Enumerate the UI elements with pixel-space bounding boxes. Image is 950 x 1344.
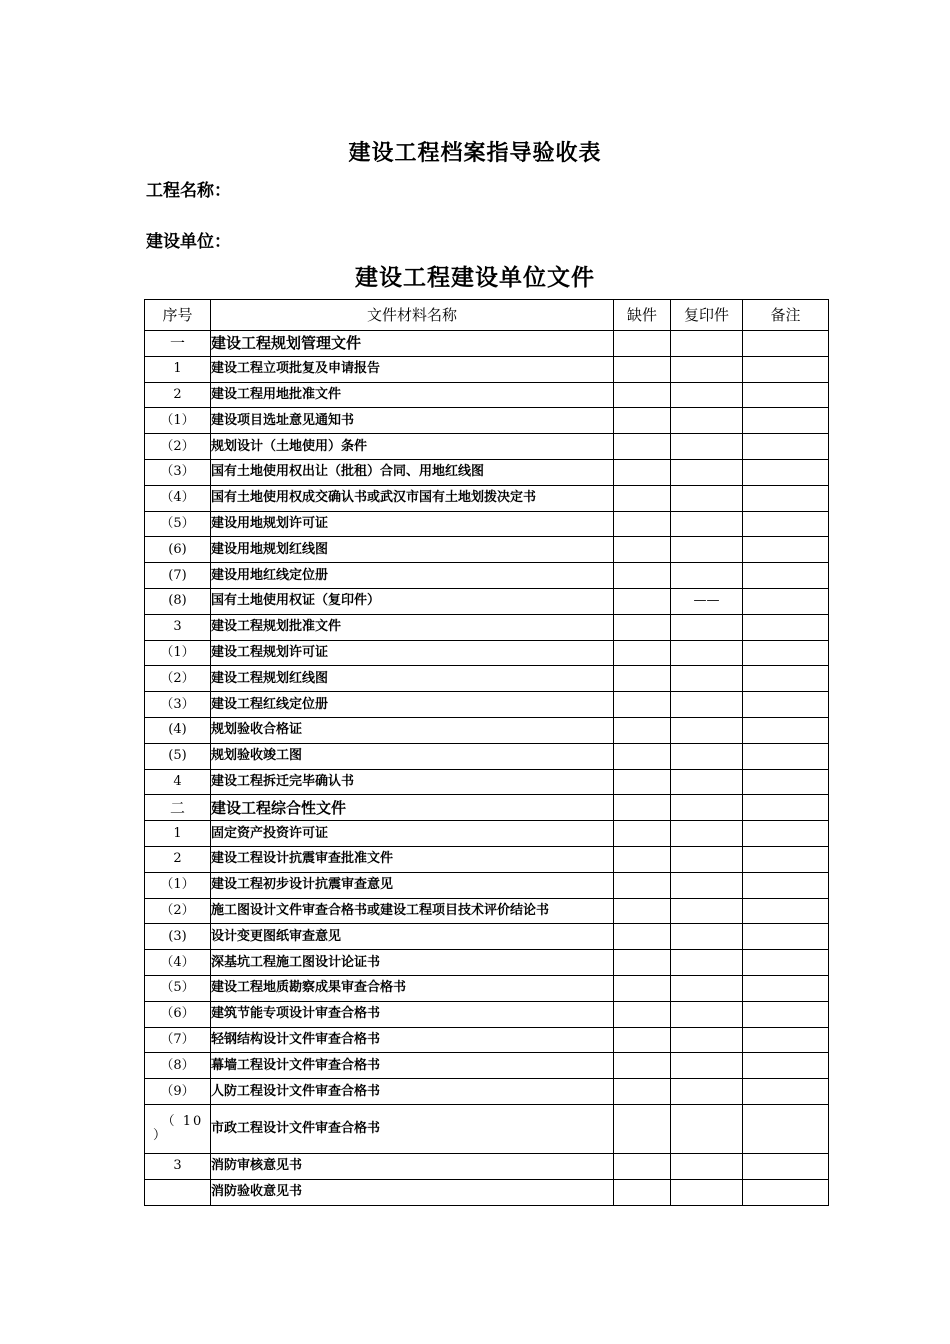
table-row — [145, 614, 829, 640]
row-copy — [671, 563, 743, 589]
row-name: 国有土地使用权成交确认书或武汉市国有土地划拨决定书 — [211, 485, 614, 511]
row-copy — [671, 743, 743, 769]
row-copy — [671, 1079, 743, 1105]
row-copy — [671, 1104, 743, 1153]
row-name: 固定资产投资许可证 — [211, 821, 614, 847]
row-copy — [671, 769, 743, 795]
row-name: 市政工程设计文件审查合格书 — [211, 1104, 614, 1153]
row-note — [743, 1001, 829, 1027]
row-seq: (3) — [145, 924, 211, 950]
row-copy — [671, 537, 743, 563]
row-note — [743, 382, 829, 408]
row-name: 建设用地红线定位册 — [211, 563, 614, 589]
row-note — [743, 1153, 829, 1179]
row-missing — [614, 872, 671, 898]
row-seq: （6） — [145, 1001, 211, 1027]
row-name: 规划验收竣工图 — [211, 743, 614, 769]
row-missing — [614, 485, 671, 511]
row-name: 消防验收意见书 — [211, 1179, 614, 1205]
row-missing — [614, 666, 671, 692]
row-name: 建设工程综合性文件 — [211, 795, 614, 821]
row-name: 建设项目选址意见通知书 — [211, 408, 614, 434]
row-seq: （4） — [145, 950, 211, 976]
row-name: 建设工程规划批准文件 — [211, 614, 614, 640]
row-copy — [671, 434, 743, 460]
row-name: 建设工程设计抗震审查批准文件 — [211, 846, 614, 872]
table-row — [145, 975, 829, 1001]
row-note — [743, 692, 829, 718]
row-copy — [671, 408, 743, 434]
row-seq: 2 — [145, 382, 211, 408]
row-note — [743, 1027, 829, 1053]
row-name: 深基坑工程施工图设计论证书 — [211, 950, 614, 976]
table-row — [145, 408, 829, 434]
row-note — [743, 846, 829, 872]
row-seq-line1: （ 10 — [161, 1113, 204, 1129]
row-copy — [671, 924, 743, 950]
row-seq: （2） — [145, 434, 211, 460]
row-note — [743, 1179, 829, 1205]
row-missing — [614, 614, 671, 640]
row-name: 建设工程地质勘察成果审查合格书 — [211, 975, 614, 1001]
row-copy — [671, 846, 743, 872]
table-row — [145, 537, 829, 563]
row-missing — [614, 588, 671, 614]
row-seq: 4 — [145, 769, 211, 795]
table-row — [145, 485, 829, 511]
row-name: 国有土地使用权出让（批租）合同、用地红线图 — [211, 459, 614, 485]
row-missing — [614, 408, 671, 434]
row-note — [743, 537, 829, 563]
row-missing — [614, 1027, 671, 1053]
row-missing — [614, 459, 671, 485]
row-copy — [671, 717, 743, 743]
row-missing — [614, 975, 671, 1001]
row-note — [743, 356, 829, 382]
row-note — [743, 640, 829, 666]
row-note — [743, 717, 829, 743]
row-missing — [614, 950, 671, 976]
table-row — [145, 950, 829, 976]
table-row — [145, 1079, 829, 1105]
table-row — [145, 511, 829, 537]
row-seq: （8） — [145, 1053, 211, 1079]
row-note — [743, 821, 829, 847]
row-seq: (4) — [145, 717, 211, 743]
row-note — [743, 1079, 829, 1105]
table-row — [145, 898, 829, 924]
row-seq: （5） — [145, 511, 211, 537]
column-header-missing: 缺件 — [614, 300, 671, 331]
row-missing — [614, 434, 671, 460]
row-seq: 一 — [145, 331, 211, 357]
row-seq: （3） — [145, 692, 211, 718]
row-copy — [671, 459, 743, 485]
row-name: 建筑节能专项设计审查合格书 — [211, 1001, 614, 1027]
table-row — [145, 640, 829, 666]
row-note — [743, 614, 829, 640]
row-note — [743, 795, 829, 821]
row-copy — [671, 1153, 743, 1179]
column-header-note: 备注 — [743, 300, 829, 331]
construction-unit-label: 建设单位： — [146, 232, 231, 252]
row-copy — [671, 872, 743, 898]
row-copy — [671, 1001, 743, 1027]
row-name: 建设用地规划红线图 — [211, 537, 614, 563]
column-header-copy: 复印件 — [671, 300, 743, 331]
row-seq: （4） — [145, 485, 211, 511]
table-row — [145, 459, 829, 485]
table-row — [145, 1179, 829, 1205]
row-note — [743, 511, 829, 537]
row-copy: —— — [671, 588, 743, 614]
row-missing — [614, 640, 671, 666]
row-missing — [614, 382, 671, 408]
row-copy — [671, 331, 743, 357]
row-seq: （1） — [145, 640, 211, 666]
table-row — [145, 743, 829, 769]
row-note — [743, 769, 829, 795]
row-seq: （1） — [145, 408, 211, 434]
row-missing — [614, 1001, 671, 1027]
row-copy — [671, 1053, 743, 1079]
row-missing — [614, 1153, 671, 1179]
row-seq: 2 — [145, 846, 211, 872]
row-copy — [671, 975, 743, 1001]
row-missing — [614, 795, 671, 821]
row-missing — [614, 769, 671, 795]
row-note — [743, 975, 829, 1001]
row-missing — [614, 743, 671, 769]
table-row — [145, 666, 829, 692]
row-seq: （3） — [145, 459, 211, 485]
row-missing — [614, 821, 671, 847]
row-copy — [671, 356, 743, 382]
row-name: 建设工程拆迁完毕确认书 — [211, 769, 614, 795]
row-copy — [671, 1027, 743, 1053]
row-seq: (7) — [145, 563, 211, 589]
document-title: 建设工程档案指导验收表 — [348, 140, 602, 166]
section-title: 建设工程建设单位文件 — [355, 264, 595, 291]
row-missing — [614, 1079, 671, 1105]
row-seq — [145, 1104, 211, 1153]
table-row — [145, 1001, 829, 1027]
row-seq-line2: ） — [153, 1127, 167, 1143]
row-note — [743, 331, 829, 357]
table-row — [145, 872, 829, 898]
row-name: 建设工程立项批复及申请报告 — [211, 356, 614, 382]
table-row — [145, 821, 829, 847]
row-seq — [145, 1179, 211, 1205]
row-seq: 3 — [145, 614, 211, 640]
table-row — [145, 434, 829, 460]
row-copy — [671, 898, 743, 924]
row-copy — [671, 950, 743, 976]
row-name: 建设用地规划许可证 — [211, 511, 614, 537]
row-name: 设计变更图纸审查意见 — [211, 924, 614, 950]
row-note — [743, 1053, 829, 1079]
row-missing — [614, 563, 671, 589]
row-missing — [614, 846, 671, 872]
row-note — [743, 924, 829, 950]
row-name: 规划设计（土地使用）条件 — [211, 434, 614, 460]
row-missing — [614, 1179, 671, 1205]
row-name: 施工图设计文件审查合格书或建设工程项目技术评价结论书 — [211, 898, 614, 924]
row-seq: （2） — [145, 666, 211, 692]
row-missing — [614, 924, 671, 950]
row-name: 建设工程规划许可证 — [211, 640, 614, 666]
row-note — [743, 408, 829, 434]
table-row — [145, 924, 829, 950]
row-name: 消防审核意见书 — [211, 1153, 614, 1179]
row-copy — [671, 640, 743, 666]
table-header-row — [145, 300, 829, 331]
row-seq: 1 — [145, 356, 211, 382]
row-name: 幕墙工程设计文件审查合格书 — [211, 1053, 614, 1079]
table-row — [145, 1153, 829, 1179]
table-row — [145, 1104, 829, 1153]
row-copy — [671, 666, 743, 692]
row-note — [743, 485, 829, 511]
row-seq: （9） — [145, 1079, 211, 1105]
row-name: 人防工程设计文件审查合格书 — [211, 1079, 614, 1105]
table-row — [145, 588, 829, 614]
row-note — [743, 588, 829, 614]
row-seq: 3 — [145, 1153, 211, 1179]
row-seq: （7） — [145, 1027, 211, 1053]
table-row — [145, 846, 829, 872]
row-missing — [614, 511, 671, 537]
row-copy — [671, 1179, 743, 1205]
table-row — [145, 769, 829, 795]
row-copy — [671, 795, 743, 821]
acceptance-table — [144, 299, 829, 1206]
row-note — [743, 563, 829, 589]
table-row — [145, 795, 829, 821]
row-note — [743, 898, 829, 924]
table-row — [145, 717, 829, 743]
project-name-label: 工程名称： — [146, 181, 231, 201]
row-note — [743, 666, 829, 692]
row-name: 建设工程规划管理文件 — [211, 331, 614, 357]
row-seq: (6) — [145, 537, 211, 563]
row-name: 建设工程规划红线图 — [211, 666, 614, 692]
row-missing — [614, 1053, 671, 1079]
row-note — [743, 1104, 829, 1153]
row-note — [743, 434, 829, 460]
row-missing — [614, 356, 671, 382]
row-seq: （1） — [145, 872, 211, 898]
row-note — [743, 950, 829, 976]
row-copy — [671, 821, 743, 847]
table-row — [145, 1027, 829, 1053]
row-copy — [671, 485, 743, 511]
row-seq: (8) — [145, 588, 211, 614]
table-row — [145, 331, 829, 357]
table-row — [145, 382, 829, 408]
table-row — [145, 563, 829, 589]
row-copy — [671, 382, 743, 408]
row-seq: 二 — [145, 795, 211, 821]
row-copy — [671, 614, 743, 640]
row-copy — [671, 511, 743, 537]
row-seq: （5） — [145, 975, 211, 1001]
row-missing — [614, 1104, 671, 1153]
row-note — [743, 459, 829, 485]
row-missing — [614, 692, 671, 718]
row-name: 国有土地使用权证（复印件） — [211, 588, 614, 614]
table-row — [145, 356, 829, 382]
row-seq: （2） — [145, 898, 211, 924]
row-missing — [614, 717, 671, 743]
row-note — [743, 743, 829, 769]
row-note — [743, 872, 829, 898]
column-header-seq: 序号 — [145, 300, 211, 331]
table-row — [145, 1053, 829, 1079]
row-missing — [614, 331, 671, 357]
row-missing — [614, 537, 671, 563]
row-name: 建设工程红线定位册 — [211, 692, 614, 718]
row-missing — [614, 898, 671, 924]
column-header-name: 文件材料名称 — [211, 300, 614, 331]
row-copy — [671, 692, 743, 718]
row-seq: 1 — [145, 821, 211, 847]
table-row — [145, 692, 829, 718]
row-name: 规划验收合格证 — [211, 717, 614, 743]
row-seq: (5) — [145, 743, 211, 769]
row-name: 轻钢结构设计文件审查合格书 — [211, 1027, 614, 1053]
row-name: 建设工程初步设计抗震审查意见 — [211, 872, 614, 898]
row-name: 建设工程用地批准文件 — [211, 382, 614, 408]
